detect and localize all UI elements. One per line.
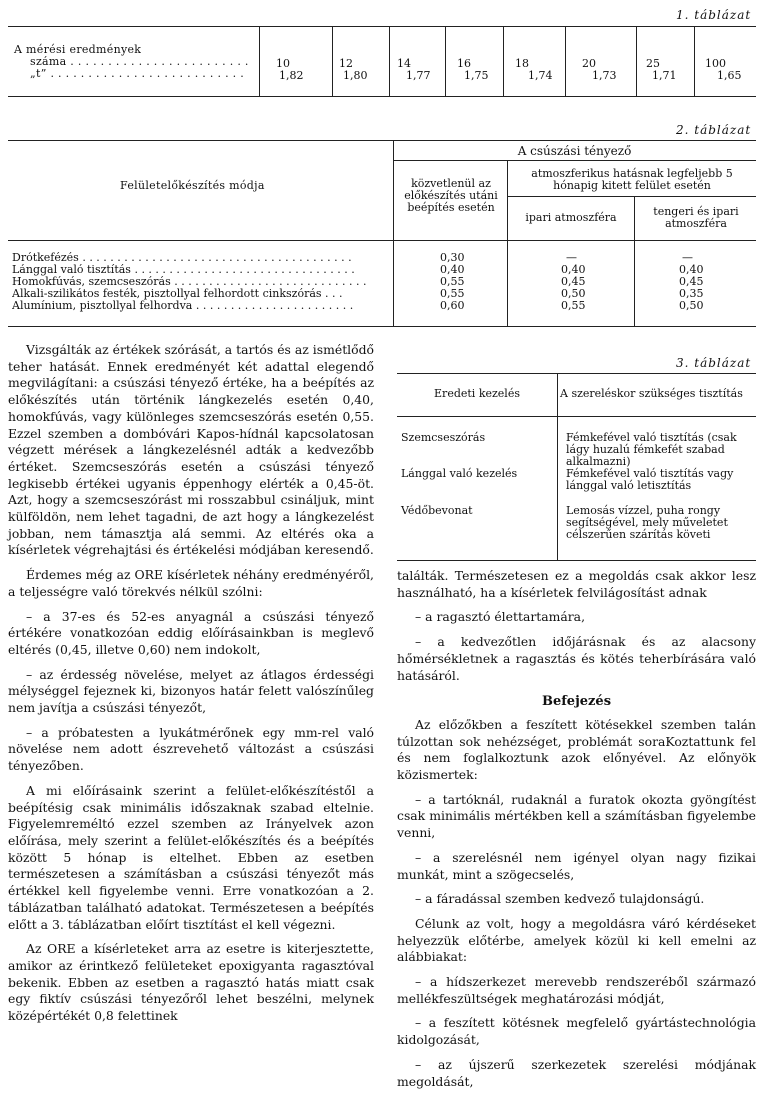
table1-caption: 1. táblázat [676,8,752,22]
table1-divider [445,26,446,96]
table1-n-cell: 10 [276,57,290,70]
table2-value: 0,50 [679,299,704,312]
table1-n-cell: 16 [457,57,471,70]
table2-value: 0,55 [440,287,465,300]
table1-n-cell: 18 [515,57,529,70]
table2-header-span: atmoszferikus hatásnak legfeljebb 5 hónapig kitett felület esetén [531,167,733,192]
table1-divider [389,26,390,96]
table2-value: 0,45 [561,275,586,288]
table2-value: 0,40 [440,263,465,276]
paragraph: – az újszerű szerkezetek szerelési módjának megoldását, [397,1056,756,1089]
table3-header-right: A szereléskor szükséges tisztítás [560,387,743,400]
table1-t-cell: 1,73 [592,69,617,82]
table2-header-bottom-rule [8,240,756,241]
table1-divider [503,26,504,96]
paragraph: – a ragasztó élettartamára, [415,609,586,625]
paragraph: Célunk az volt, hogy a megoldásra váró kérdéseket helyezzük előtérbe, amelyek közül ki kell emelni az alábbiakat: [397,915,756,965]
table2-divider [634,196,635,326]
table1-n-cell: 20 [582,57,596,70]
table1-n-cell: 100 [705,57,726,70]
table1-t-cell: 1,82 [279,69,304,82]
table1-t-cell: 1,74 [528,69,553,82]
table2-row-label: Alkali-szilikátos festék, pisztollyal felhordott cinkszórás . . . [12,288,343,300]
paragraph: Vizsgálták az értékek szórását, a tartós és az ismétlődő teher hatását. Ennek eredményét két adattal elegendő megvilágítani: a csúszási tényező értéke, ha a beépítés az előkészítés után történik lángkezelés esetén 0,40, homokfúvás, vagy különleges szemcseszórás esetén 0,55. Ezzel szemben a dombóvári Kapos-hídnál kapcsolatosan végzett mérések a lángkezelésnél adták a kedvezőbb értéket. Szemcseszórás esetén a csúszási tényező legkisebb értékei ugyanis éppenhogy elérték a 0,45-öt. Azt, hogy a szemcseszórást mi rosszabbul csináljuk, mint külföldön, nem lehet tagadni, de azt hogy a lángkezelést jobban, nem támasztja alá semmi. Az eltérés oka a kísérletek végrehajtási és értékelési módjában keresendő. [8,342,374,558]
table1-row1-label: A mérési eredmények [14,43,142,56]
table2-value: 0,55 [561,299,586,312]
table1-divider [694,26,695,96]
table2-value: 0,60 [440,299,465,312]
table2-header-left: Felületelőkészítés módja [120,179,265,192]
table2-divider [507,160,508,326]
paragraph: – a szerelésnél nem igényel olyan nagy fizikai munkát, mint a szögecselés, [397,849,756,882]
table1-t-cell: 1,80 [343,69,368,82]
paragraph: – a tartóknál, rudaknál a furatok okozta gyöngítést csak minimális mértékben kell a számításban figyelembe venni, [397,791,756,841]
table2-value: 0,50 [561,287,586,300]
paragraph: – az érdesség növelése, melyet az átlagos érdességi mélységgel fejeznek ki, bizonyos határ felett valószínűleg nem javítja a csúszási tényezőt, [8,666,374,716]
table3-row-left: Védőbevonat [401,504,473,517]
table3-caption: 3. táblázat [676,356,752,370]
table3-header-rule [397,416,756,417]
table1-t-cell: 1,77 [406,69,431,82]
paragraph: Az előzőkben a feszített kötésekkel szemben talán túlzottan sok nehézséget, problémát soraKoztattunk fel és nem foglalkoztunk azok előnyével. Az előnyök közismertek: [397,716,756,783]
table1-top-rule [8,26,756,27]
paragraph: találták. Természetesen ez a megoldás csak akkor lesz használható, ha a kísérletek felvilágosítást adnak [397,568,756,600]
table2-row-label: Drótkefézés . . . . . . . . . . . . . . . . . . . . . . . . . . . . . . . . . . . . . . . [12,252,352,264]
table2-value: 0,35 [679,287,704,300]
table2-value: 0,30 [440,251,465,264]
table1-n-cell: 25 [646,57,660,70]
right-text-column [397,568,756,1098]
section-heading: Befejezés [541,694,612,710]
paragraph: – a próbatesten a lyukátmérőnek egy mm-rel való növelése nem adott észrevehető változást a csúszási tényezőben. [8,724,374,774]
table2-header-col2: ipari atmoszféra [525,211,617,224]
table1-divider [565,26,566,96]
table3-row-left: Lánggal való kezelés [401,467,518,480]
paragraph: Érdemes még az ORE kísérletek néhány eredményéről, a teljességre való törekvés nélkül szólni: [8,567,374,599]
table3-bottom-rule [397,560,756,561]
paragraph: – a 37-es és 52-es anyagnál a csúszási tényező értékére vonatkozóan eddig előírásainkban is meglevő eltérés (0,45, illetve 0,60) nem indokolt, [8,608,374,657]
table1-divider [332,26,333,96]
table1-divider [259,26,260,96]
table2-header-col1: közvetlenül az előkészítés utáni beépítés esetén [404,177,498,214]
table3-top-rule [397,373,756,374]
table2-caption: 2. táblázat [676,123,752,137]
table3-row-right: Fémkefével való tisztítás vagy lánggal való letisztítás [566,467,734,492]
table2-value: — [682,251,693,264]
paragraph: Az ORE a kísérleteket arra az esetre is kiterjesztette, amikor az érintkező felületeket epoxigyanta ragasztóval bekenik. Ebben az esetben a ragasztó hatás miatt csak egy fiktív csúszási tényezőről lehet beszélni, melynek középértékét 0,8 felettinek [8,941,374,1024]
table1-bottom-rule [8,96,756,97]
table2-value: 0,45 [679,275,704,288]
table2-value: 0,55 [440,275,465,288]
table3-row-right: Fémkefével való tisztítás (csak lágy huzalú fémkefét szabad alkalmazni) [566,431,737,468]
paragraph: – a hídszerkezet merevebb rendszeréből származó mellékfeszültségek meghatározási módját, [397,974,756,1006]
table1-t-cell: 1,75 [464,69,489,82]
table2-divider [393,140,394,326]
table2-bottom-rule [8,326,756,327]
table2-row-label: Alumínium, pisztollyal felhordva . . . . . . . . . . . . . . . . . . . . . . . [12,300,354,312]
table2-header-rule [393,160,756,161]
table2-value: 0,40 [679,263,704,276]
table3-header-left: Eredeti kezelés [434,387,520,400]
table1-n-cell: 14 [397,57,411,70]
table1-divider [636,26,637,96]
table3-row-left: Szemcseszórás [401,431,486,444]
paragraph: A mi előírásaink szerint a felület-előkészítéstől a beépítésig csak minimális időszaknak szabad eltelnie. Figyelemreméltó ezzel szemben az Irányelvek azon előírása, mely szerint a felület-előkészítés és a beépítés között 5 hónap is eltelhet. Ebben az esetben természetesen a számításban a csúszási tényezőt más értékkel kell figyelembe venni. Erre vonatkozóan a 2. táblázatban található adatokat. Természetesen a beépítés előtt a 3. táblázatban előírt tisztítást el kell végezni. [8,782,374,932]
table1-n-cell: 12 [339,57,353,70]
left-text-column [8,342,374,1033]
table2-value: 0,40 [561,263,586,276]
paragraph: – a kedvezőtlen időjárásnak és az alacsony hőmérsékletnek a ragasztás és kötés teherbírására való hatásáról. [397,634,756,683]
table2-row-label: Lánggal való tisztítás . . . . . . . . . . . . . . . . . . . . . . . . . . . . . . . . [12,264,355,276]
table3-row-right: Lemosás vízzel, puha rongy segítségével, mely műveletet célszerűen szárítás követi [566,504,728,541]
table2-value: — [566,251,577,264]
table1-t-cell: 1,71 [652,69,677,82]
table2-header-col3: tengeri és ipari atmoszféra [653,205,739,230]
table2-top-rule [8,140,756,141]
paragraph: – a fáradással szemben kedvező tulajdonságú. [415,891,705,907]
paragraph: – a feszített kötésnek megfelelő gyártástechnológia kidolgozását, [397,1015,756,1048]
table1-t-cell: 1,65 [717,69,742,82]
table1-row2-label: „t” . . . . . . . . . . . . . . . . . . . . . . . . . . [30,68,245,80]
table2-row-label: Homokfúvás, szemcseszórás . . . . . . . . . . . . . . . . . . . . . . . . . . . . [12,276,367,288]
table2-header-top: A csúszási tényező [517,144,632,158]
table3-divider [557,373,558,560]
table1-row1-label2: száma . . . . . . . . . . . . . . . . . . . . . . . . [30,56,249,68]
table2-span-rule [507,196,756,197]
